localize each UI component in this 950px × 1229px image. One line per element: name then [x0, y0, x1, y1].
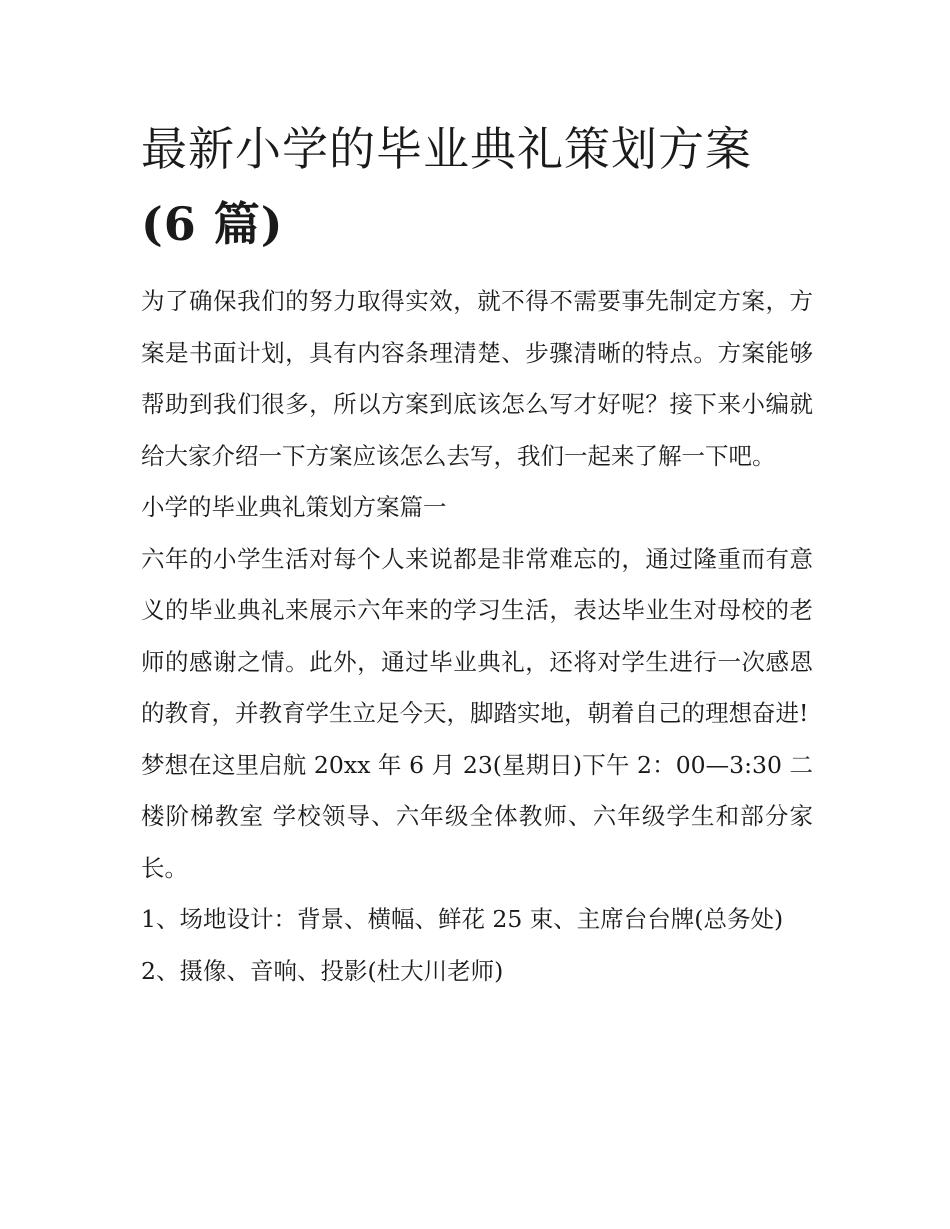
document-title [141, 112, 813, 262]
intro-paragraph: 为了确保我们的努力取得实效，就不得不需要事先制定方案，方案是书面计划，具有内容条理清楚、步骤清晰的特点。方案能够帮助到我们很多，所以方案到底该怎么写才好呢？接下来小编就给大家介绍一下方案应该怎么去写，我们一起来了解一下吧。 [141, 287, 813, 470]
section-heading: 小学的毕业典礼策划方案篇一 [141, 493, 447, 521]
body-paragraph: 六年的小学生活对每个人来说都是非常难忘的，通过隆重而有意义的毕业典礼来展示六年来的学习生活，表达毕业生对母校的老师的感谢之情。此外，通过毕业典礼，还将对学生进行一次感恩的教育，并教育学生立足今天，脚踏实地，朝着自己的理想奋进! [141, 544, 813, 727]
title-line-1: 最新小学的毕业典礼策划方案 [141, 122, 752, 176]
title-line-2: (6 篇) [141, 197, 284, 251]
list-item: 2、摄像、音响、投影(杜大川老师) [141, 956, 504, 985]
list-item: 1、场地设计：背景、横幅、鲜花 25 束、主席台台牌(总务处) [141, 905, 784, 933]
event-info-paragraph: 梦想在这里启航 20xx 年 6 月 23(星期日)下午 2：00—3:30 二楼阶梯教室 学校领导、六年级全体教师、六年级学生和部分家长。 [141, 750, 813, 882]
document-body [141, 112, 813, 997]
